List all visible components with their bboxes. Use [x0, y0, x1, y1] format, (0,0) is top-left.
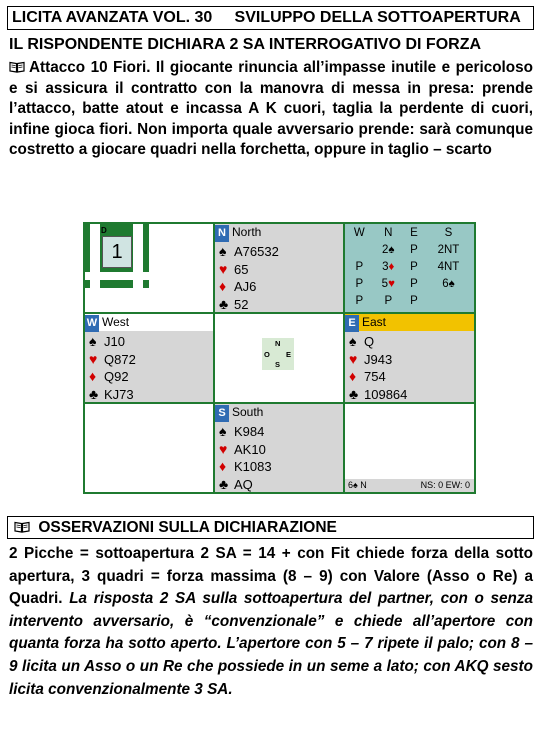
bidding-box [345, 224, 474, 312]
section-title: OSSERVAZIONI SULLA DICHIARAZIONE [38, 519, 337, 536]
bid: P [355, 294, 364, 307]
intro-paragraph [9, 58, 533, 161]
east-clubs: 109864 [364, 386, 408, 402]
east-diamonds: 754 [364, 369, 386, 384]
bid: P [384, 294, 393, 307]
spade-icon: ♠ [219, 423, 227, 439]
header-topic: SVILUPPO DELLA SOTTOAPERTURA [234, 9, 521, 26]
bid-header-w: W [353, 226, 365, 239]
bidding-table [346, 224, 473, 309]
page-header [7, 6, 534, 30]
south-hand [215, 404, 343, 492]
west-badge: W [85, 315, 99, 332]
result-bar [345, 479, 474, 492]
north-name: North [232, 225, 262, 239]
contract: 6♠ N [348, 480, 367, 490]
south-hearts: AK10 [234, 441, 266, 457]
compass-s: S [275, 360, 281, 369]
heart-icon: ♥ [349, 350, 358, 367]
intro-text: Attacco 10 Fiori. Il giocante rinuncia all’impasse inutile e pericoloso e si assicura il contratto con la manovra di messa in presa: prende l’attacco, batte atout e incassa A K cuori, taglia la perdente di cuori, infine gioca fiori. Non importa quale avversario prende: sarà comunque costretto a giocare quadri nella forchetta, oppure in taglio – scarto [9, 59, 533, 158]
north-diamonds: AJ6 [234, 279, 257, 294]
west-diamonds: Q92 [104, 369, 129, 384]
compass [262, 338, 294, 370]
east-badge: E [345, 315, 359, 332]
west-spades: J10 [104, 334, 125, 349]
subheader: IL RISPONDENTE DICHIARA 2 SA INTERROGATIVO DI FORZA [9, 36, 482, 53]
diamond-icon: ♦ [349, 368, 357, 384]
spade-icon: ♠ [349, 333, 357, 349]
bid: 4NT [437, 260, 460, 273]
bid [424, 292, 473, 309]
result-cell [345, 404, 474, 492]
bid: P [355, 260, 364, 273]
south-diamonds: K1083 [234, 459, 272, 474]
club-icon: ♣ [89, 385, 99, 402]
dealer-label: D [101, 226, 107, 235]
north-hand [215, 224, 343, 312]
spade-icon: ♠ [89, 333, 97, 349]
compass-e: E [286, 350, 292, 359]
club-icon: ♣ [349, 385, 359, 402]
empty-cell [85, 404, 213, 492]
south-spades: K984 [234, 424, 265, 439]
north-clubs: 52 [234, 296, 249, 312]
bid: 6♠ [442, 277, 455, 290]
observations-paragraph [9, 543, 533, 701]
bid: P [410, 294, 418, 307]
south-name: South [232, 405, 264, 419]
north-spades: A76532 [234, 244, 279, 259]
north-hearts: 65 [234, 261, 249, 277]
bid-header-n: N [384, 226, 393, 239]
compass-n: N [275, 339, 281, 348]
bid: P [355, 277, 364, 290]
diamond-icon: ♦ [219, 278, 227, 294]
south-clubs: AQ [234, 476, 253, 492]
score: NS: 0 EW: 0 [420, 480, 470, 490]
board-cell [85, 224, 213, 312]
bid: P [410, 260, 418, 273]
bid: 2♠ [382, 243, 395, 256]
book-icon [9, 61, 25, 73]
bid: 5♥ [381, 277, 395, 290]
heart-icon: ♥ [89, 350, 98, 367]
observations-italic: La risposta 2 SA sulla sottoapertura del partner, con o senza intervento avversario, è “convenzionale” e chiede all’apertore con quanta forza ha sotto aperto. L’apertore con 5 – 7 ripete il palo; con 8 – 9 licita un Asso o un Re che possiede in un seme a lato; con AKQ sesto licita convenzionalmente 3 SA. [9, 590, 534, 698]
west-clubs: KJ73 [104, 386, 134, 402]
board-frame [85, 224, 149, 288]
west-hearts: Q872 [104, 351, 136, 367]
east-spades: Q [364, 334, 375, 349]
north-badge: N [215, 225, 229, 242]
bid-header-s: S [444, 226, 453, 239]
west-hand [85, 314, 213, 402]
east-name: East [362, 315, 387, 329]
heart-icon: ♥ [219, 440, 228, 457]
east-hand [345, 314, 474, 402]
bid: P [410, 277, 418, 290]
south-badge: S [215, 405, 229, 422]
table-center [215, 314, 343, 402]
bid: 3♦ [382, 260, 395, 273]
bid: P [410, 243, 418, 256]
diamond-icon: ♦ [219, 458, 227, 474]
heart-icon: ♥ [219, 260, 228, 277]
bid-header-e: E [410, 226, 418, 239]
section-title-bar [7, 516, 534, 539]
board-number: 1 [102, 236, 132, 268]
book-icon [14, 521, 30, 533]
club-icon: ♣ [219, 295, 229, 312]
bid: 2NT [437, 243, 460, 256]
west-name: West [102, 315, 130, 329]
club-icon: ♣ [219, 475, 229, 492]
east-hearts: J943 [364, 351, 393, 367]
bridge-diagram [83, 222, 476, 494]
spade-icon: ♠ [219, 243, 227, 259]
compass-o: O [264, 350, 270, 359]
bid [346, 241, 373, 258]
diamond-icon: ♦ [89, 368, 97, 384]
header-volume: LICITA AVANZATA VOL. 30 [12, 9, 213, 26]
observations-plain: 2 Picche = sottoapertura 2 SA = 14 + con Fit chiede forza della sotto apertura, 3 quadri = forza massima (8 – 9) con Valore (Asso o Re) a Quadri. [9, 545, 533, 608]
